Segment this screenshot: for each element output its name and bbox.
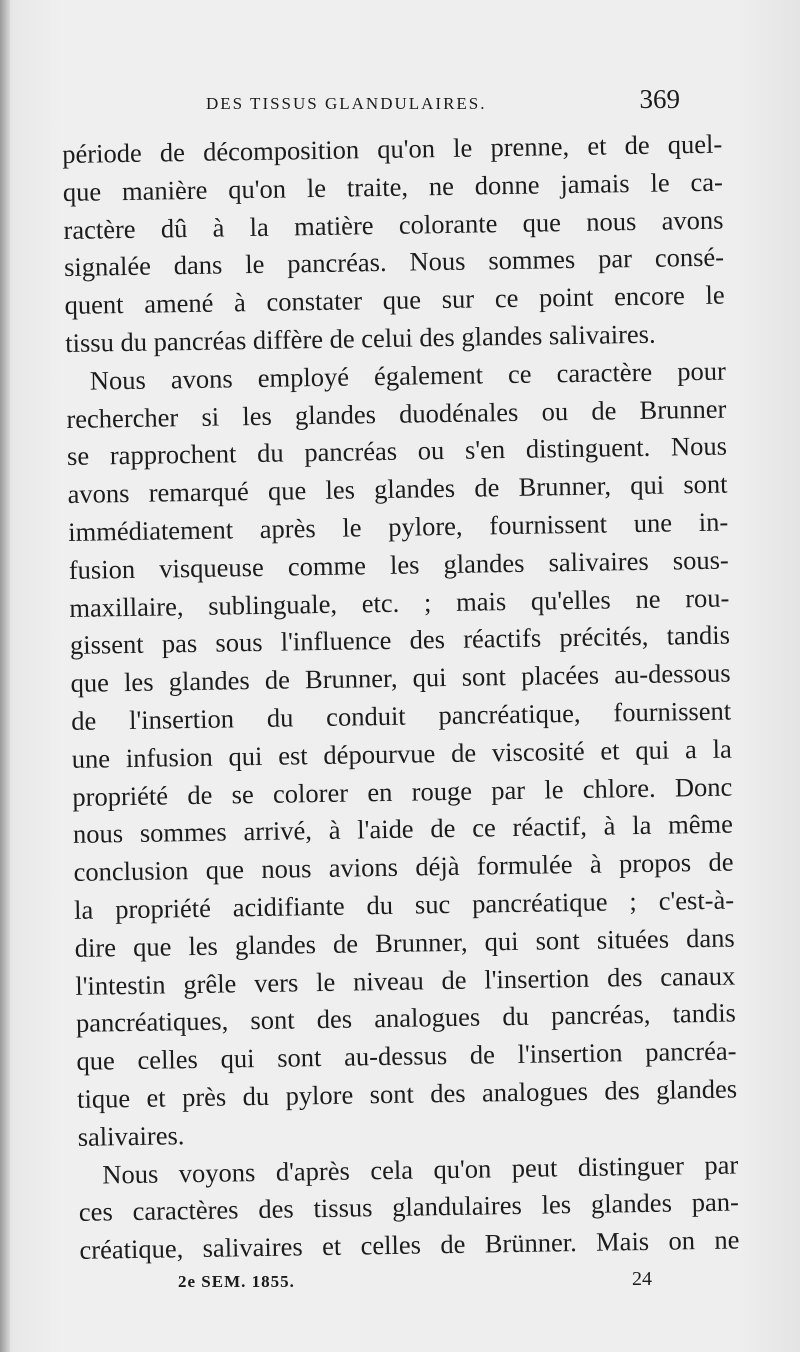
text-line: nous sommes arrivé, à l'aide de ce réactif, à la même	[72, 808, 734, 850]
text-line: salivaires.	[77, 1119, 185, 1152]
text-line: se rapprochent du pancréas ou s'en distinguent. Nous	[66, 430, 728, 472]
text-line: avons remarqué que les glandes de Brunner, qui sont	[67, 468, 728, 510]
text-line: tissu du pancréas diffère de celui des glandes salivaires.	[65, 318, 656, 358]
running-title: DES TISSUS GLANDULAIRES.	[206, 94, 487, 113]
text-line: de l'insertion du conduit pancréatique, fournissent	[70, 695, 732, 736]
text-line: immédiatement après le pylore, fournissent une in-	[67, 506, 729, 547]
text-line: Nous avons employé également ce caractère pour	[89, 355, 726, 396]
text-line: propriété de se colorer en rouge par le chlore. Donc	[72, 771, 733, 812]
text-line: pancréatiques, sont des analogues du pancréas, tandis	[75, 997, 737, 1039]
printer-signature: 2e SEM. 1855.	[178, 1272, 295, 1291]
text-line: dire que les glandes de Brunner, qui sont situées dans	[74, 922, 735, 963]
text-line: conclusion que nous avions déjà formulée à propos de	[73, 846, 734, 888]
text-line: rechercher si les glandes duodénales ou de Brunner	[66, 393, 727, 434]
page-header	[60, 84, 700, 124]
text-line: la propriété acidifiante du suc pancréatique ; c'est-à-	[73, 884, 735, 925]
text-line: que celles qui sont au-dessus de l'insertion pancréa-	[76, 1035, 737, 1077]
text-line: fusion visqueuse comme les glandes salivaires sous-	[68, 544, 729, 585]
text-line: signalée dans le pancréas. Nous sommes par consé-	[63, 242, 725, 283]
text-line: que les glandes de Brunner, qui sont placées au-dessous	[70, 657, 731, 699]
text-line: gissent pas sous l'influence des réactifs précités, tandis	[69, 619, 731, 661]
page-footer	[60, 1264, 700, 1304]
text-line: période de décomposition qu'on le prenne, et de quel-	[62, 128, 723, 169]
sheet-number: 24	[632, 1268, 652, 1290]
text-line: tique et près du pylore sont des analogues des glandes	[76, 1073, 738, 1114]
text-line: une infusion qui est dépourvue de viscosité et qui a la	[71, 733, 732, 774]
text-line: maxillaire, sublinguale, etc. ; mais qu'elles ne rou-	[69, 582, 730, 623]
text-line: ractère dû à la matière colorante que nous avons	[63, 204, 724, 245]
text-line: que manière qu'on le traite, ne donne jamais le ca-	[62, 166, 724, 207]
page-number: 369	[639, 84, 680, 114]
text-line: créatique, salivaires et celles de Brünner. Mais on ne	[79, 1224, 740, 1265]
body-text	[62, 126, 740, 1270]
text-line: quent amené à constater que sur ce point encore le	[64, 279, 725, 321]
text-line: Nous voyons d'après cela qu'on peut distinguer par	[102, 1149, 739, 1190]
text-line: ces caractères des tissus glandulaires les glandes pan-	[78, 1186, 740, 1228]
text-line: l'intestin grêle vers le niveau de l'insertion des canaux	[75, 960, 736, 1001]
spine-shadow	[0, 0, 10, 1352]
